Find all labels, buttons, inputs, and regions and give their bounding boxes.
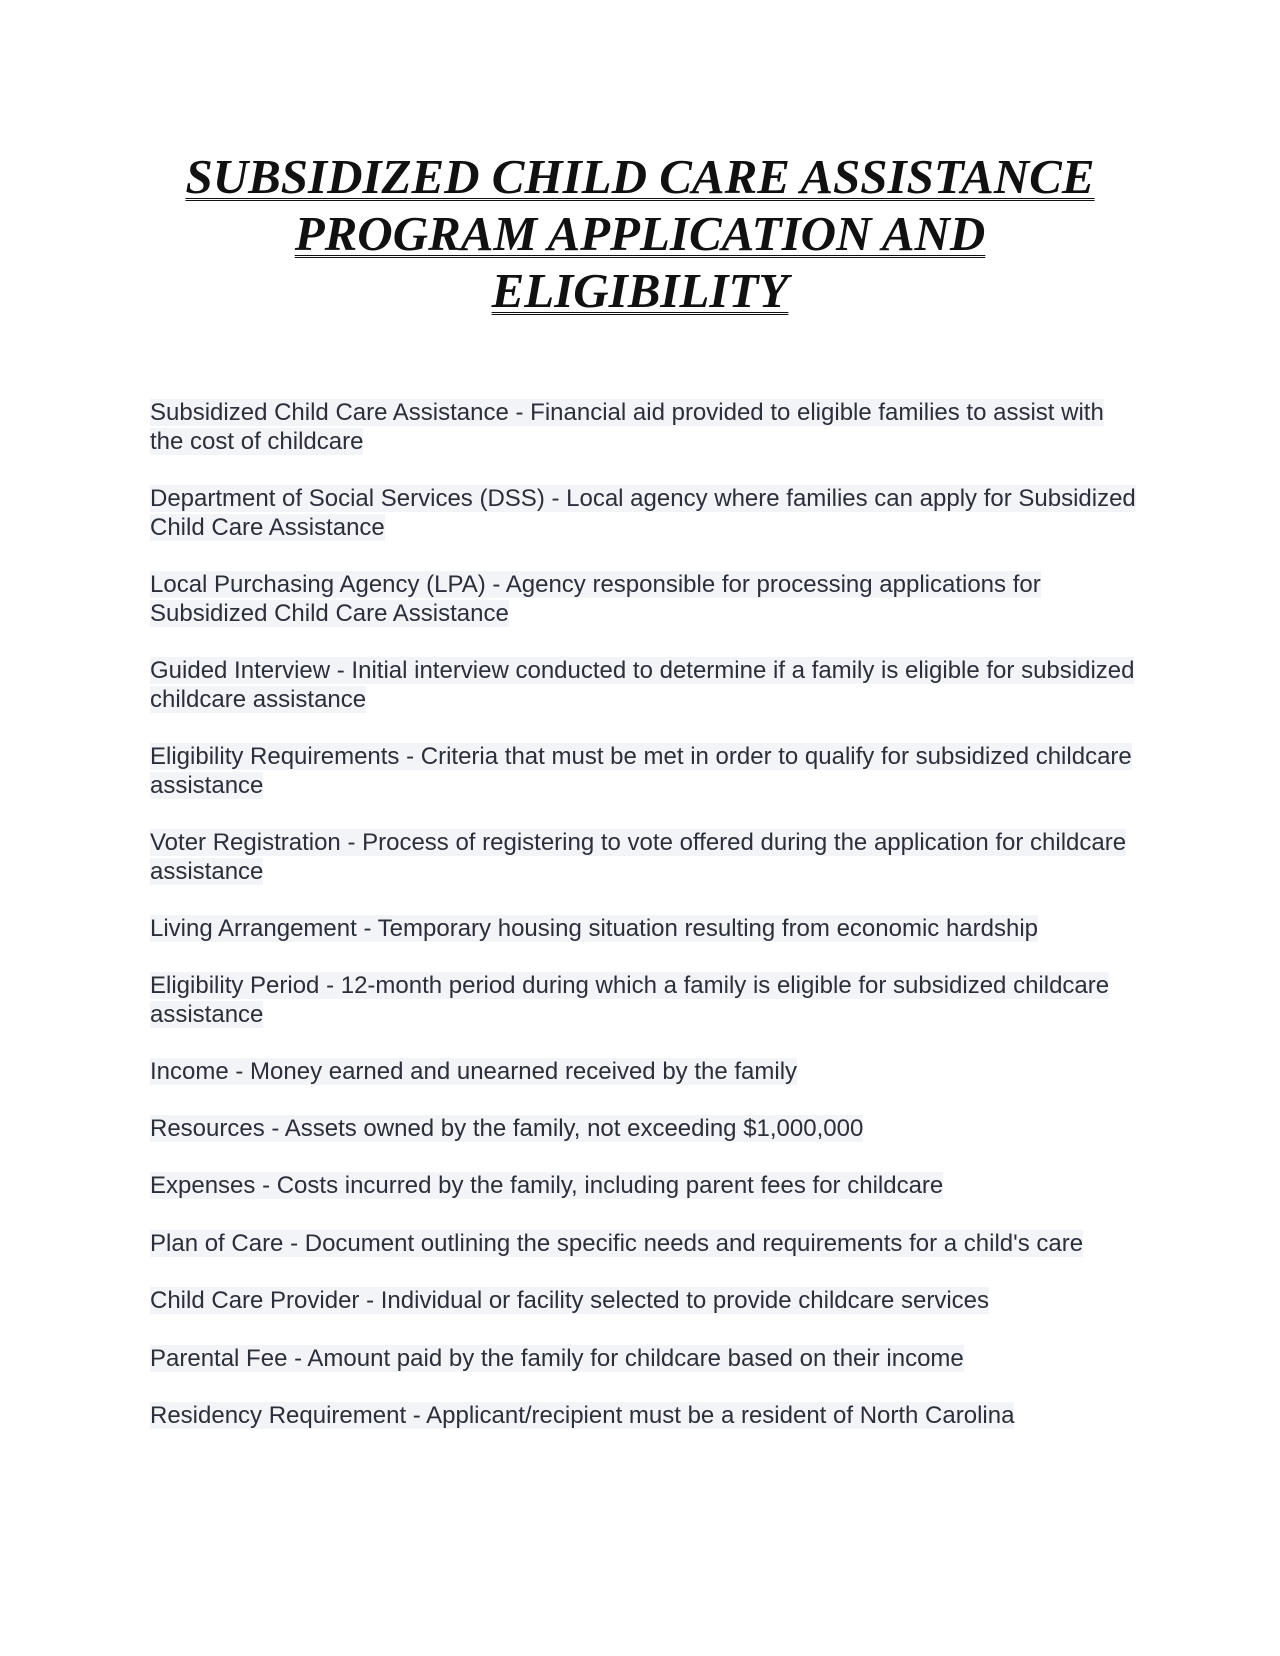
list-item <box>150 742 1140 800</box>
list-item <box>150 398 1140 456</box>
list-item <box>150 1229 1140 1258</box>
term-text: Plan of Care - Document outlining the specific needs and requirements for a child's care <box>150 1230 1084 1257</box>
term-text: Subsidized Child Care Assistance - Financial aid provided to eligible families to assist with the cost of childcare <box>150 399 1104 455</box>
term-text: Voter Registration - Process of registering to vote offered during the application for childcare assistance <box>150 829 1127 885</box>
list-item <box>150 828 1140 886</box>
list-item <box>150 1171 1140 1200</box>
term-text: Residency Requirement - Applicant/recipient must be a resident of North Carolina <box>150 1402 1015 1429</box>
list-item <box>150 1344 1140 1373</box>
list-item <box>150 656 1140 714</box>
term-text: Living Arrangement - Temporary housing situation resulting from economic hardship <box>150 915 1039 942</box>
term-text: Expenses - Costs incurred by the family, including parent fees for childcare <box>150 1172 944 1199</box>
term-text: Eligibility Requirements - Criteria that must be met in order to qualify for subsidized childcare assistance <box>150 743 1132 799</box>
list-item <box>150 1401 1140 1430</box>
page-title <box>150 148 1130 319</box>
list-item <box>150 1114 1140 1143</box>
term-text: Department of Social Services (DSS) - Local agency where families can apply for Subsidized Child Care Assistance <box>150 485 1136 541</box>
term-text: Local Purchasing Agency (LPA) - Agency responsible for processing applications for Subsidized Child Care Assistance <box>150 571 1041 627</box>
list-item <box>150 484 1140 542</box>
title-line-3: ELIGIBILITY <box>491 263 789 318</box>
title-line-1: SUBSIDIZED CHILD CARE ASSISTANCE <box>185 149 1095 204</box>
term-text: Eligibility Period - 12-month period during which a family is eligible for subsidized childcare assistance <box>150 972 1110 1028</box>
term-text: Parental Fee - Amount paid by the family for childcare based on their income <box>150 1345 964 1372</box>
term-text: Guided Interview - Initial interview conducted to determine if a family is eligible for subsidized childcare assistance <box>150 657 1135 713</box>
term-text: Child Care Provider - Individual or facility selected to provide childcare services <box>150 1287 990 1314</box>
list-item <box>150 971 1140 1029</box>
term-text: Income - Money earned and unearned received by the family <box>150 1058 798 1085</box>
term-text: Resources - Assets owned by the family, not exceeding $1,000,000 <box>150 1115 864 1142</box>
title-line-2: PROGRAM APPLICATION AND <box>294 206 986 261</box>
list-item <box>150 1057 1140 1086</box>
list-item <box>150 570 1140 628</box>
list-item <box>150 1286 1140 1315</box>
list-item <box>150 914 1140 943</box>
